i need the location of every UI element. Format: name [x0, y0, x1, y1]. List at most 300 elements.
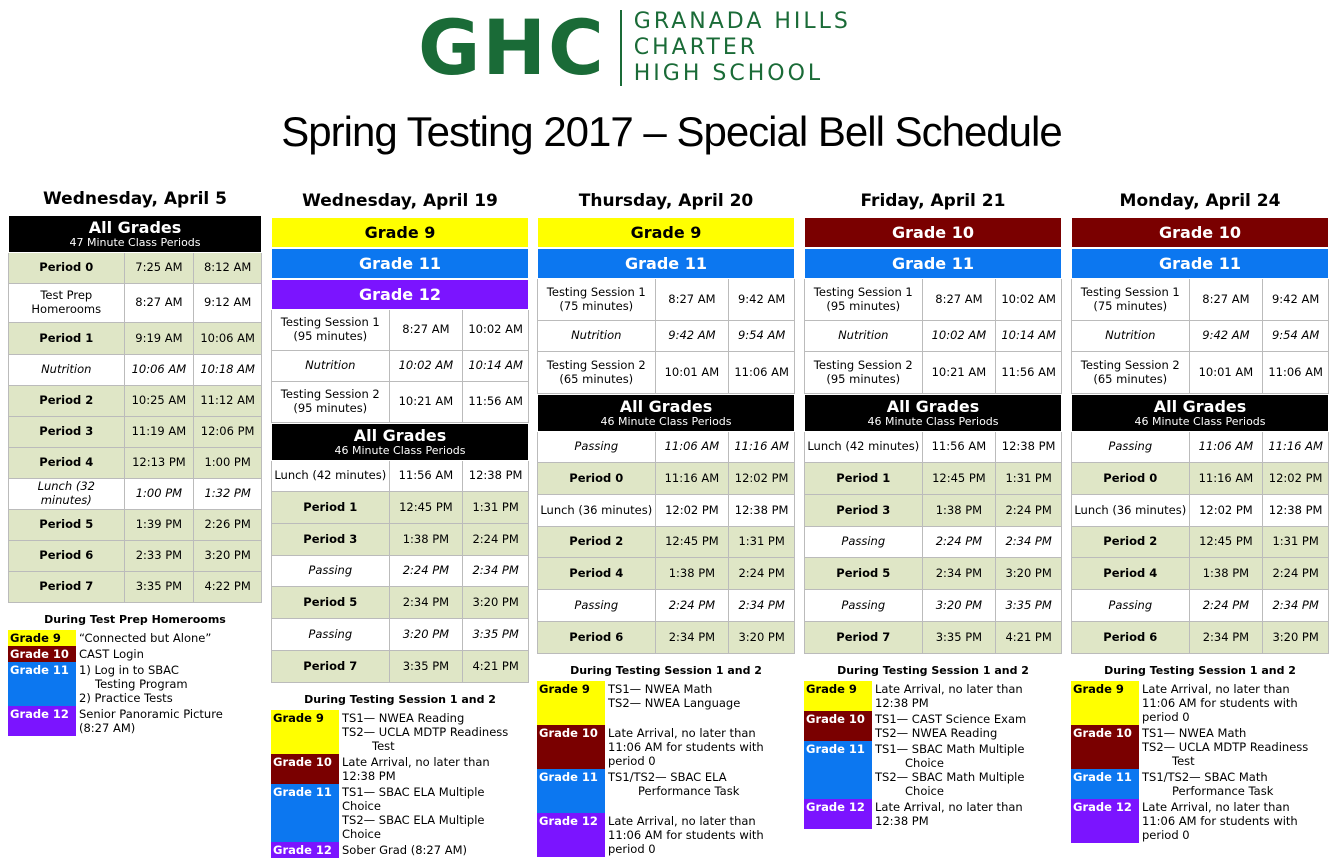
note-line: 11:06 AM for students with [608, 740, 764, 754]
table-row [1072, 558, 1329, 590]
table-row [9, 417, 262, 448]
end-time: 2:26 PM [194, 510, 262, 540]
note-line: Late Arrival, no later than [608, 726, 756, 740]
start-time: 11:56 AM [390, 461, 464, 491]
grade-note [8, 646, 262, 662]
table-row [272, 619, 529, 651]
start-time: 3:35 PM [390, 651, 464, 682]
grade-tag: Grade 12 [8, 706, 76, 736]
row-label: Period 1 [272, 492, 390, 523]
day-column [537, 185, 795, 857]
grade-note [1071, 681, 1329, 725]
end-time: 11:06 AM [1263, 352, 1329, 393]
end-time: 11:16 AM [729, 432, 795, 462]
end-time: 10:18 AM [194, 355, 262, 385]
grade-tag: Grade 10 [1071, 725, 1139, 769]
start-time: 12:45 PM [923, 463, 997, 494]
note-line: TS2— SBAC ELA Multiple Choice [342, 813, 485, 841]
grade-band-grade-11: Grade 11 [271, 248, 529, 279]
row-label: Testing Session 1 (95 minutes) [272, 310, 390, 350]
table-row [805, 432, 1062, 463]
band-title: All Grades [619, 396, 713, 416]
schedule-table [8, 253, 262, 603]
grade-tag: Grade 11 [537, 769, 605, 813]
grade-band-all-grades [271, 423, 529, 461]
end-time: 11:56 AM [996, 352, 1062, 393]
note-line: period 0 [608, 842, 656, 856]
note-line: Late Arrival, no later than [1142, 682, 1290, 696]
table-row [272, 651, 529, 683]
table-row [805, 279, 1062, 321]
grade-tag: Grade 9 [271, 710, 339, 754]
schedule-table [804, 279, 1062, 394]
start-time: 2:24 PM [1190, 590, 1264, 621]
row-label: Period 5 [805, 558, 923, 589]
row-label: Period 6 [1072, 622, 1190, 653]
table-row [538, 352, 795, 394]
note-text [76, 706, 226, 736]
end-time: 9:42 AM [729, 279, 795, 320]
table-row [9, 323, 262, 355]
grade-note [1071, 799, 1329, 843]
row-label: Period 2 [1072, 527, 1190, 557]
table-row [538, 321, 795, 352]
end-time: 3:35 PM [996, 590, 1062, 621]
start-time: 2:33 PM [125, 541, 195, 571]
end-time: 2:34 PM [1263, 590, 1329, 621]
table-row [272, 382, 529, 423]
notes-heading: During Test Prep Homerooms [44, 613, 226, 626]
start-time: 12:13 PM [125, 448, 195, 478]
end-time: 9:54 AM [1263, 321, 1329, 351]
note-text [872, 681, 1026, 711]
grade-note [271, 754, 529, 784]
note-text [76, 646, 147, 662]
row-label: Period 4 [538, 558, 656, 589]
end-time: 3:35 PM [463, 619, 529, 650]
day-heading: Wednesday, April 19 [302, 191, 498, 211]
grade-tag: Grade 10 [271, 754, 339, 784]
start-time: 3:20 PM [390, 619, 464, 650]
note-line: TS1— CAST Science Exam [875, 712, 1027, 726]
note-line: 12:38 PM [875, 814, 929, 828]
start-time: 12:45 PM [390, 492, 464, 523]
end-time: 12:38 PM [1263, 495, 1329, 526]
start-time: 2:34 PM [1190, 622, 1264, 653]
grade-note [537, 769, 795, 813]
end-time: 12:02 PM [1263, 463, 1329, 494]
end-time: 12:38 PM [729, 495, 795, 526]
end-time: 2:24 PM [1263, 558, 1329, 589]
table-row [9, 541, 262, 572]
grade-note [537, 681, 795, 725]
end-time: 2:34 PM [729, 590, 795, 621]
start-time: 11:16 AM [656, 463, 730, 494]
start-time: 10:25 AM [125, 386, 195, 416]
table-row [538, 432, 795, 463]
row-label: Period 6 [9, 541, 125, 571]
end-time: 10:14 AM [463, 351, 529, 381]
start-time: 11:06 AM [656, 432, 730, 462]
end-time: 2:34 PM [996, 527, 1062, 557]
note-text [1139, 769, 1276, 799]
note-line: TS1— SBAC ELA Multiple Choice [342, 785, 485, 813]
table-row [538, 279, 795, 321]
grade-tag: Grade 11 [1071, 769, 1139, 799]
note-line: (8:27 AM) [79, 721, 136, 735]
note-line: Late Arrival, no later than [1142, 800, 1290, 814]
end-time: 11:12 AM [194, 386, 262, 416]
start-time: 9:42 AM [1190, 321, 1264, 351]
schedule-table [804, 432, 1062, 654]
table-row [805, 463, 1062, 495]
table-row [538, 590, 795, 622]
note-line: 1) Log in to SBAC [79, 663, 179, 677]
table-row [272, 461, 529, 492]
row-label: Nutrition [9, 355, 125, 385]
start-time: 11:16 AM [1190, 463, 1264, 494]
start-time: 11:56 AM [923, 432, 997, 462]
grade-tag: Grade 10 [537, 725, 605, 769]
end-time: 3:20 PM [996, 558, 1062, 589]
start-time: 10:02 AM [923, 321, 997, 351]
grade-tag: Grade 11 [271, 784, 339, 842]
note-line: Late Arrival, no later than [875, 682, 1023, 696]
band-subtitle: 46 Minute Class Periods [600, 414, 732, 428]
end-time: 12:38 PM [996, 432, 1062, 462]
day-heading: Monday, April 24 [1119, 191, 1281, 211]
table-row [805, 622, 1062, 654]
table-row [272, 310, 529, 351]
school-logo [418, 3, 851, 92]
start-time: 10:21 AM [390, 382, 464, 422]
row-label: Lunch (36 minutes) [1072, 495, 1190, 526]
grade-band-all-grades [804, 394, 1062, 432]
row-label: Lunch (36 minutes) [538, 495, 656, 526]
table-row [538, 527, 795, 558]
grade-band-grade-10: Grade 10 [1071, 217, 1329, 248]
note-line: Test [1172, 754, 1195, 768]
note-line: 12:38 PM [342, 769, 396, 783]
grade-note [1071, 725, 1329, 769]
note-line: TS1— NWEA Math [608, 682, 713, 696]
table-row [805, 495, 1062, 527]
start-time: 10:06 AM [125, 355, 195, 385]
day-heading: Thursday, April 20 [578, 191, 754, 211]
row-label: Passing [272, 556, 390, 586]
start-time: 1:38 PM [1190, 558, 1264, 589]
grade-note [8, 630, 262, 646]
logo-name-line: HIGH SCHOOL [633, 61, 824, 86]
row-label: Period 2 [9, 386, 125, 416]
table-row [9, 386, 262, 417]
row-label: Passing [1072, 432, 1190, 462]
table-row [9, 510, 262, 541]
grade-band-grade-11: Grade 11 [537, 248, 795, 279]
row-label: Period 6 [538, 622, 656, 653]
row-label: Period 4 [1072, 558, 1190, 589]
table-row [1072, 495, 1329, 527]
schedule-table [537, 279, 795, 394]
start-time: 2:24 PM [390, 556, 464, 586]
start-time: 3:35 PM [923, 622, 997, 653]
end-time: 11:56 AM [463, 382, 529, 422]
start-time: 1:00 PM [125, 479, 195, 509]
start-time: 3:20 PM [923, 590, 997, 621]
note-text [605, 769, 742, 813]
note-line: TS1/TS2— SBAC Math [1142, 770, 1268, 784]
end-time: 2:24 PM [729, 558, 795, 589]
end-time: 3:20 PM [1263, 622, 1329, 653]
row-label: Nutrition [805, 321, 923, 351]
end-time: 1:00 PM [194, 448, 262, 478]
start-time: 8:27 AM [1190, 279, 1264, 320]
grade-note [271, 842, 529, 858]
end-time: 10:14 AM [996, 321, 1062, 351]
grade-band-all-grades [1071, 394, 1329, 432]
logo-divider [620, 10, 622, 86]
note-text [605, 681, 743, 725]
grade-note [271, 784, 529, 842]
row-label: Lunch (32 minutes) [9, 479, 125, 509]
row-label: Testing Session 1 (75 minutes) [538, 279, 656, 320]
day-column [1071, 185, 1329, 843]
table-row [272, 556, 529, 587]
table-row [272, 524, 529, 556]
grade-tag: Grade 10 [8, 646, 76, 662]
grade-tag: Grade 12 [271, 842, 339, 858]
end-time: 10:02 AM [996, 279, 1062, 320]
note-line: Test [372, 739, 395, 753]
start-time: 8:27 AM [656, 279, 730, 320]
grade-tag: Grade 9 [804, 681, 872, 711]
row-label: Testing Session 1 (75 minutes) [1072, 279, 1190, 320]
note-line: TS1— SBAC Math Multiple [875, 742, 1025, 756]
table-row [1072, 527, 1329, 558]
note-text [339, 784, 529, 842]
row-label: Nutrition [272, 351, 390, 381]
grade-tag: Grade 9 [1071, 681, 1139, 725]
end-time: 2:24 PM [996, 495, 1062, 526]
grade-note [8, 662, 262, 706]
note-line: TS1— NWEA Math [1142, 726, 1247, 740]
start-time: 12:02 PM [1190, 495, 1264, 526]
start-time: 8:27 AM [125, 284, 195, 322]
table-row [272, 492, 529, 524]
grade-note [537, 813, 795, 857]
note-line: Late Arrival, no later than [342, 755, 490, 769]
band-subtitle: 46 Minute Class Periods [1134, 414, 1266, 428]
table-row [538, 495, 795, 527]
day-column [8, 183, 262, 736]
note-line: Testing Program [95, 677, 188, 691]
end-time: 4:21 PM [996, 622, 1062, 653]
row-label: Period 1 [805, 463, 923, 494]
start-time: 2:24 PM [656, 590, 730, 621]
table-row [9, 355, 262, 386]
grade-note [1071, 769, 1329, 799]
band-title: All Grades [886, 396, 980, 416]
note-line: period 0 [1142, 710, 1190, 724]
grade-band-grade-11: Grade 11 [804, 248, 1062, 279]
start-time: 12:45 PM [656, 527, 730, 557]
notes-heading: During Testing Session 1 and 2 [1104, 664, 1296, 677]
end-time: 1:32 PM [194, 479, 262, 509]
row-label: Lunch (42 minutes) [805, 432, 923, 462]
row-label: Period 4 [9, 448, 125, 478]
row-label: Period 0 [538, 463, 656, 494]
note-line: Performance Task [638, 784, 740, 798]
start-time: 2:24 PM [923, 527, 997, 557]
grade-note [804, 681, 1062, 711]
table-row [9, 448, 262, 479]
page-header [0, 0, 1343, 175]
end-time: 1:31 PM [1263, 527, 1329, 557]
grade-note [8, 706, 262, 736]
note-line: TS1— NWEA Reading [342, 711, 465, 725]
table-row [1072, 352, 1329, 394]
band-subtitle: 46 Minute Class Periods [867, 414, 999, 428]
table-row [1072, 622, 1329, 654]
page-title: Spring Testing 2017 – Special Bell Schedule [281, 108, 1062, 155]
logo-name-line: GRANADA HILLS [633, 9, 851, 34]
end-time: 9:42 AM [1263, 279, 1329, 320]
schedule-table [1071, 432, 1329, 654]
note-text [872, 741, 1027, 799]
note-line: TS2— NWEA Reading [875, 726, 998, 740]
table-row [1072, 463, 1329, 495]
grade-band-all-grades [537, 394, 795, 432]
notes-heading: During Testing Session 1 and 2 [837, 664, 1029, 677]
row-label: Period 5 [9, 510, 125, 540]
table-row [805, 352, 1062, 394]
schedule-table [537, 432, 795, 654]
row-label: Period 3 [805, 495, 923, 526]
end-time: 8:12 AM [194, 253, 262, 283]
note-line: 12:38 PM [875, 696, 929, 710]
table-row [538, 463, 795, 495]
table-row [805, 558, 1062, 590]
note-line: CAST Login [79, 647, 144, 661]
table-row [1072, 432, 1329, 463]
row-label: Nutrition [1072, 321, 1190, 351]
grade-note [804, 741, 1062, 799]
start-time: 1:38 PM [390, 524, 464, 555]
note-line: 11:06 AM for students with [608, 828, 764, 842]
end-time: 9:12 AM [194, 284, 262, 322]
logo-mark: GHC [418, 3, 606, 92]
row-label: Testing Session 2 (95 minutes) [805, 352, 923, 393]
end-time: 4:21 PM [463, 651, 529, 682]
end-time: 3:20 PM [194, 541, 262, 571]
start-time: 8:27 AM [390, 310, 464, 350]
table-row [9, 572, 262, 603]
end-time: 12:06 PM [194, 417, 262, 447]
end-time: 11:06 AM [729, 352, 795, 393]
day-column [271, 185, 529, 858]
note-line: Choice [905, 784, 944, 798]
start-time: 1:39 PM [125, 510, 195, 540]
note-text [1139, 799, 1301, 843]
end-time: 10:06 AM [194, 323, 262, 354]
start-time: 9:19 AM [125, 323, 195, 354]
note-line: 2) Practice Tests [79, 691, 173, 705]
grade-band-grade-10: Grade 10 [804, 217, 1062, 248]
start-time: 2:34 PM [923, 558, 997, 589]
note-line: Late Arrival, no later than [875, 800, 1023, 814]
start-time: 11:19 AM [125, 417, 195, 447]
notes-heading: During Testing Session 1 and 2 [304, 693, 496, 706]
end-time: 2:24 PM [463, 524, 529, 555]
start-time: 7:25 AM [125, 253, 195, 283]
start-time: 1:38 PM [656, 558, 730, 589]
schedule-table [271, 310, 529, 423]
table-row [538, 622, 795, 654]
note-line: TS2— SBAC Math Multiple [875, 770, 1025, 784]
table-row [272, 587, 529, 619]
row-label: Testing Session 2 (65 minutes) [1072, 352, 1190, 393]
row-label: Passing [272, 619, 390, 650]
note-line [608, 710, 740, 724]
band-title: All Grades [353, 425, 447, 445]
end-time: 3:20 PM [729, 622, 795, 653]
note-text [1139, 725, 1311, 769]
note-line: 11:06 AM for students with [1142, 814, 1298, 828]
row-label: Period 5 [272, 587, 390, 618]
grade-tag: Grade 12 [1071, 799, 1139, 843]
row-label: Testing Session 1 (95 minutes) [805, 279, 923, 320]
note-text [1139, 681, 1301, 725]
table-row [805, 321, 1062, 352]
grade-band-all-grades [8, 215, 262, 253]
start-time: 10:01 AM [1190, 352, 1264, 393]
note-text [605, 813, 767, 857]
start-time: 11:06 AM [1190, 432, 1264, 462]
grade-tag: Grade 10 [804, 711, 872, 741]
row-label: Period 0 [9, 253, 125, 283]
note-text [339, 754, 493, 784]
row-label: Period 1 [9, 323, 125, 354]
note-line: TS2— NWEA Language [608, 696, 741, 710]
table-row [538, 558, 795, 590]
end-time: 1:31 PM [729, 527, 795, 557]
band-subtitle: 46 Minute Class Periods [334, 443, 466, 457]
band-title: All Grades [88, 217, 182, 237]
end-time: 1:31 PM [463, 492, 529, 523]
note-line: Senior Panoramic Picture [79, 707, 223, 721]
table-row [805, 527, 1062, 558]
note-line: 11:06 AM for students with [1142, 696, 1298, 710]
start-time: 9:42 AM [656, 321, 730, 351]
grade-tag: Grade 12 [537, 813, 605, 857]
start-time: 2:34 PM [390, 587, 464, 618]
grade-band-grade-9: Grade 9 [537, 217, 795, 248]
end-time: 9:54 AM [729, 321, 795, 351]
row-label: Period 0 [1072, 463, 1190, 494]
grade-tag: Grade 9 [8, 630, 76, 646]
grade-tag: Grade 11 [804, 741, 872, 799]
end-time: 10:02 AM [463, 310, 529, 350]
end-time: 3:20 PM [463, 587, 529, 618]
logo-school-name [634, 9, 851, 87]
grade-tag: Grade 11 [8, 662, 76, 706]
end-time: 12:02 PM [729, 463, 795, 494]
notes-heading: During Testing Session 1 and 2 [570, 664, 762, 677]
table-row [1072, 279, 1329, 321]
row-label: Passing [538, 590, 656, 621]
start-time: 12:02 PM [656, 495, 730, 526]
grade-note [804, 711, 1062, 741]
